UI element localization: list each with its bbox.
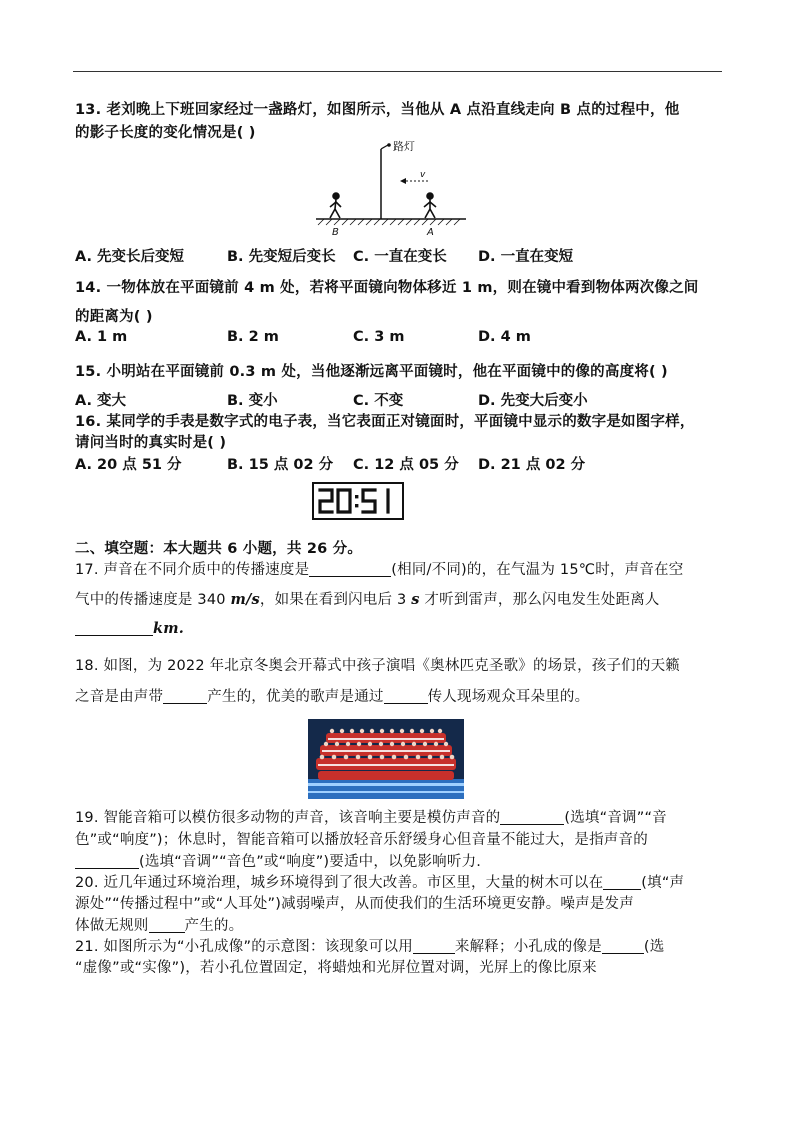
q21-blank-1[interactable] <box>413 939 455 954</box>
q15-stem-line1: 15. 小明站在平面镜前 0.3 m 处，当他逐渐远离平面镜时，他在平面镜中的像的高度将( ) <box>75 364 668 380</box>
point-a-label: A <box>427 227 434 237</box>
q15-option-d: D. 先变大后变小 <box>478 393 588 409</box>
q17-line2 <box>75 588 660 609</box>
q17-text-d: ，如果在看到闪电后 3 <box>259 592 412 608</box>
q21-text-c: (选 <box>643 939 665 955</box>
q16-stem-line2: 请问当时的真实时是( ) <box>75 435 227 451</box>
q14-option-b: B. 2 m <box>227 329 279 345</box>
q18-line1: 18. 如图，为 2022 年北京冬奥会开幕式中孩子演唱《奥林匹克圣歌》的场景，孩子们的天籁 <box>75 658 680 674</box>
q18-blank-1[interactable] <box>163 689 207 704</box>
q21-blank-2[interactable] <box>602 939 644 954</box>
q20-text-d: 产生的。 <box>184 918 244 934</box>
q18-text-c: 传人现场观众耳朵里的。 <box>427 689 590 705</box>
q13-option-d: D. 一直在变短 <box>478 249 574 265</box>
q17-blank-2[interactable] <box>75 621 153 636</box>
q16-option-b: B. 15 点 02 分 <box>227 457 334 473</box>
clock-digits <box>316 486 400 516</box>
q13-option-c: C. 一直在变长 <box>353 249 447 265</box>
q13-stem-line2: 的影子长度的变化情况是( ) <box>75 125 256 141</box>
q19-text-c: (选填“音调”“音色”或“响度”)要适中，以免影响听力. <box>139 854 482 870</box>
q18-text-b: 产生的，优美的歌声是通过 <box>207 689 384 705</box>
q17-line3 <box>75 620 184 637</box>
q19-line1 <box>75 806 667 827</box>
q17-text-b: (相同/不同)的，在气温为 15℃时，声音在空 <box>391 562 684 578</box>
q20-text-a: 20. 近几年通过环境治理，城乡环境得到了很大改善。市区里，大量的树木可以在 <box>75 875 604 891</box>
q13-stem-line1: 13. 老刘晚上下班回家经过一盏路灯，如图所示，当他从 A 点沿直线走向 B 点的过程中，他 <box>75 102 680 118</box>
q16-stem-line1: 16. 某同学的手表是数字式的电子表，当它表面正对镜面时，平面镜中显示的数字是如图字样， <box>75 414 695 430</box>
person-a-icon <box>424 193 436 218</box>
q20-text-b: (填“声 <box>641 875 685 891</box>
q21-line2: “虚像”或“实像”)，若小孔位置固定，将蜡烛和光屏位置对调，光屏上的像比原来 <box>75 960 597 976</box>
q19-text-a: 19. 智能音箱可以模仿很多动物的声音，该音响主要是模仿声音的 <box>75 810 501 826</box>
q13-option-b: B. 先变短后变长 <box>227 249 336 265</box>
section2-heading: 二、填空题：本大题共 6 小题，共 26 分。 <box>75 541 363 557</box>
q15-option-b: B. 变小 <box>227 393 278 409</box>
lamp-label: 路灯 <box>393 140 415 153</box>
q17-text-a: 17. 声音在不同介质中的传播速度是 <box>75 562 310 578</box>
q14-option-d: D. 4 m <box>478 329 531 345</box>
q17-period: . <box>178 620 185 637</box>
q19-blank-2[interactable] <box>75 854 139 869</box>
q20-line3 <box>75 914 243 935</box>
q14-stem-line1: 14. 一物体放在平面镜前 4 m 处，若将平面镜向物体移近 1 m，则在镜中看到物体两次像之间 <box>75 280 699 296</box>
q21-text-b: 来解释；小孔成的像是 <box>454 939 602 955</box>
q19-line3 <box>75 850 481 871</box>
choir-photo <box>308 719 464 799</box>
q17-line1 <box>75 558 683 579</box>
q20-line1 <box>75 871 684 892</box>
q18-line2 <box>75 685 589 706</box>
header-rule <box>73 71 722 72</box>
q14-option-a: A. 1 m <box>75 329 128 345</box>
q17-unit-km: km <box>153 620 179 637</box>
q16-option-d: D. 21 点 02 分 <box>478 457 586 473</box>
point-b-label: B <box>332 227 339 237</box>
q17-unit-s: s <box>411 591 420 608</box>
q20-blank-2[interactable] <box>149 918 185 933</box>
q17-text-e: 才听到雷声，那么闪电发生处距离人 <box>419 592 660 608</box>
q19-text-b: (选填“音调”“音 <box>564 810 667 826</box>
streetlamp-figure <box>310 137 472 237</box>
velocity-label: v <box>420 170 426 180</box>
q15-option-c: C. 不变 <box>353 393 404 409</box>
q13-option-a: A. 先变长后变短 <box>75 249 185 265</box>
q14-stem-line2: 的距离为( ) <box>75 309 153 325</box>
q17-unit-ms: m/s <box>230 591 260 608</box>
q20-blank-1[interactable] <box>603 875 641 890</box>
q21-text-a: 21. 如图所示为“小孔成像”的示意图：该现象可以用 <box>75 939 413 955</box>
q15-option-a: A. 变大 <box>75 393 127 409</box>
q18-blank-2[interactable] <box>384 689 428 704</box>
q19-line2: 色”或“响度”)；休息时，智能音箱可以播放轻音乐舒缓身心但音量不能过大，是指声音的 <box>75 832 648 848</box>
q19-blank-1[interactable] <box>500 810 564 825</box>
digital-clock-figure <box>312 482 404 520</box>
q20-line2: 源处”“传播过程中”或“人耳处”)减弱噪声，从而使我们的生活环境更安静。噪声是发声 <box>75 896 634 912</box>
q14-option-c: C. 3 m <box>353 329 405 345</box>
person-b-icon <box>330 193 341 218</box>
q18-text-a: 之音是由声带 <box>75 689 164 705</box>
q17-text-c: 气中的传播速度是 340 <box>75 592 231 608</box>
q21-line1 <box>75 935 664 956</box>
q16-option-c: C. 12 点 05 分 <box>353 457 459 473</box>
q20-text-c: 体做无规则 <box>75 918 149 934</box>
q16-option-a: A. 20 点 51 分 <box>75 457 182 473</box>
q17-blank-1[interactable] <box>309 562 391 577</box>
